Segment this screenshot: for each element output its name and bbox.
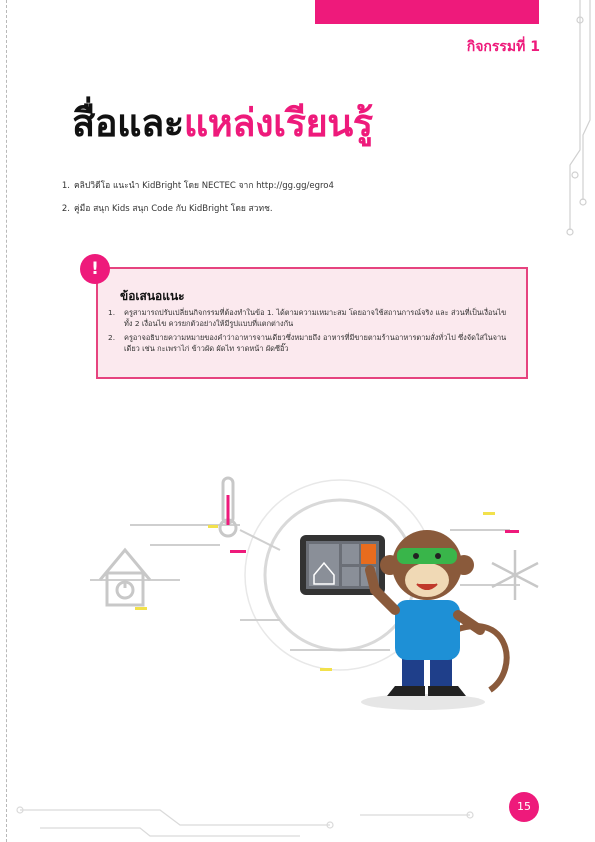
title-part-1: สื่อและ <box>72 101 184 145</box>
circuit-decoration-bottom <box>0 770 595 842</box>
list-item <box>108 332 513 354</box>
list-item <box>52 201 334 215</box>
page-edge-dashed-line <box>6 0 7 842</box>
title-part-2: แหล่งเรียนรู้ <box>183 101 373 145</box>
snowflake-icon <box>492 550 538 600</box>
suggestion-list <box>108 307 513 357</box>
page-number: 15 <box>509 792 539 822</box>
list-item-number: 2. <box>61 204 70 214</box>
suggestion-box <box>96 267 528 379</box>
resource-list <box>52 178 334 224</box>
header-accent-bar <box>315 0 539 24</box>
smart-home-illustration <box>90 470 550 720</box>
list-item-number: 1. <box>108 308 116 317</box>
monkey-character <box>370 530 507 696</box>
exclamation-icon: ! <box>80 254 110 284</box>
circuit-decoration-right <box>555 0 595 250</box>
list-item-text: คลิปวิดีโอ แนะนำ KidBright โดย NECTEC จาก http://gg.gg/egro4 <box>74 181 334 191</box>
list-item-text: คู่มือ สนุก Kids สนุก Code กับ KidBright โดย สวทช. <box>74 204 273 214</box>
thermometer-icon <box>220 478 236 536</box>
list-item <box>52 178 334 192</box>
house-power-icon <box>100 550 150 605</box>
page-title <box>72 92 373 153</box>
list-item-text: ครูอาจอธิบายความหมายของคำว่าอาหารจานเดียวซึ่งหมายถึง อาหารที่มีขายตามร้านอาหารตามสั่งทั่วไป ซึ่งจัดใส่ในจานเดียว เช่น กะเพราไก่ ข้าวผัด ผัดไท ราดหน้า ผัดซีอิ๊ว <box>124 333 507 353</box>
list-item <box>108 307 513 329</box>
activity-label: กิจกรรมที่ 1 <box>466 39 540 55</box>
list-item-number: 2. <box>108 333 116 342</box>
suggestion-title: ข้อเสนอแนะ <box>120 289 185 303</box>
list-item-number: 1. <box>61 181 70 191</box>
list-item-text: ครูสามารถปรับเปลี่ยนกิจกรรมที่ต้องทำในข้อ 1. ได้ตามความเหมาะสม โดยอาจใช้สถานการณ์จริง และ ส่วนที่เป็นเงื่อนไขทั้ง 2 เงื่อนไข ควรยกตัวอย่างให้มีรูปแบบที่แตกต่างกัน <box>124 308 507 328</box>
